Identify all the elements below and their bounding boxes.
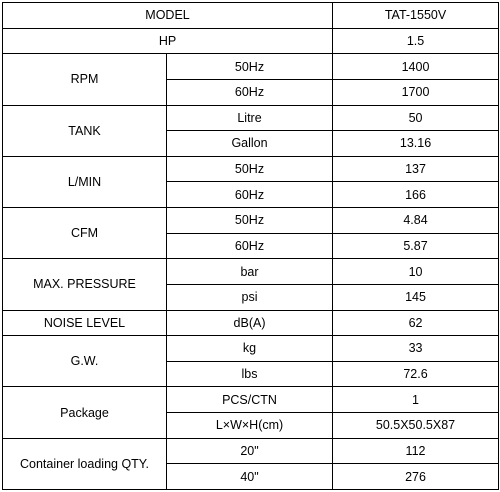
pressure-value-psi: 145 (333, 284, 499, 310)
row-container-20 (3, 438, 499, 464)
package-label: Package (3, 387, 167, 438)
noise-label: NOISE LEVEL (3, 310, 167, 336)
hp-label: HP (3, 28, 333, 54)
rpm-unit-50: 50Hz (167, 54, 333, 80)
rpm-value-50: 1400 (333, 54, 499, 80)
row-tank-litre (3, 105, 499, 131)
row-model (3, 3, 499, 29)
package-unit-dims: L×W×H(cm) (167, 413, 333, 439)
rpm-label: RPM (3, 54, 167, 105)
pressure-unit-psi: psi (167, 284, 333, 310)
cfm-value-60: 5.87 (333, 233, 499, 259)
container-value-40: 276 (333, 464, 499, 490)
gw-unit-kg: kg (167, 336, 333, 362)
row-pressure-bar (3, 259, 499, 285)
container-unit-40: 40" (167, 464, 333, 490)
hp-value: 1.5 (333, 28, 499, 54)
tank-value-gallon: 13.16 (333, 131, 499, 157)
package-value-dims: 50.5X50.5X87 (333, 413, 499, 439)
tank-unit-litre: Litre (167, 105, 333, 131)
lmin-unit-60: 60Hz (167, 182, 333, 208)
pressure-label: MAX. PRESSURE (3, 259, 167, 310)
cfm-label: CFM (3, 208, 167, 259)
cfm-unit-60: 60Hz (167, 233, 333, 259)
container-label: Container loading QTY. (3, 438, 167, 489)
rpm-unit-60: 60Hz (167, 79, 333, 105)
package-value-pcs: 1 (333, 387, 499, 413)
gw-value-lbs: 72.6 (333, 361, 499, 387)
row-rpm-50 (3, 54, 499, 80)
spec-table (2, 2, 499, 490)
gw-label: G.W. (3, 336, 167, 387)
lmin-unit-50: 50Hz (167, 156, 333, 182)
lmin-label: L/MIN (3, 156, 167, 207)
gw-unit-lbs: lbs (167, 361, 333, 387)
cfm-value-50: 4.84 (333, 208, 499, 234)
noise-value: 62 (333, 310, 499, 336)
model-label: MODEL (3, 3, 333, 29)
container-unit-20: 20" (167, 438, 333, 464)
package-unit-pcs: PCS/CTN (167, 387, 333, 413)
lmin-value-50: 137 (333, 156, 499, 182)
pressure-value-bar: 10 (333, 259, 499, 285)
noise-unit: dB(A) (167, 310, 333, 336)
tank-label: TANK (3, 105, 167, 156)
lmin-value-60: 166 (333, 182, 499, 208)
container-value-20: 112 (333, 438, 499, 464)
row-hp (3, 28, 499, 54)
rpm-value-60: 1700 (333, 79, 499, 105)
pressure-unit-bar: bar (167, 259, 333, 285)
row-lmin-50 (3, 156, 499, 182)
tank-value-litre: 50 (333, 105, 499, 131)
row-noise (3, 310, 499, 336)
row-package-pcs (3, 387, 499, 413)
row-cfm-50 (3, 208, 499, 234)
tank-unit-gallon: Gallon (167, 131, 333, 157)
row-gw-kg (3, 336, 499, 362)
cfm-unit-50: 50Hz (167, 208, 333, 234)
model-value: TAT-1550V (333, 3, 499, 29)
gw-value-kg: 33 (333, 336, 499, 362)
